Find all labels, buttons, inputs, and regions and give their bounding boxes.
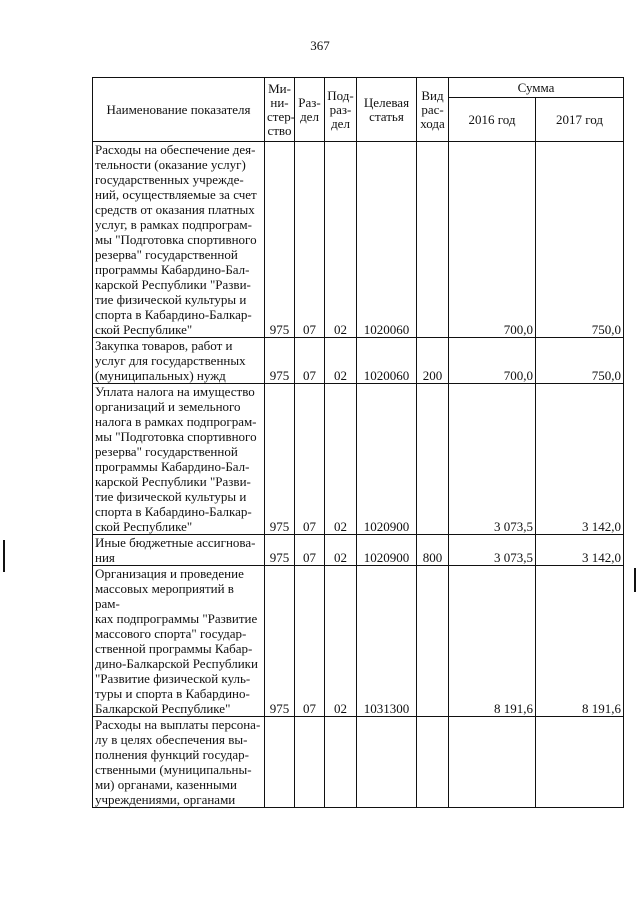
indicator-name-line: тие физической культуры и	[95, 292, 247, 307]
indicator-name-line: программы Кабардино-Бал-	[95, 459, 250, 474]
cell-section: 07	[295, 535, 325, 566]
cell-amount-2016: 700,0	[449, 338, 536, 384]
indicator-name-line: Организация и проведение	[95, 566, 244, 581]
indicator-name-line: тие физической культуры и	[95, 489, 247, 504]
cell-amount-2016	[449, 717, 536, 808]
indicator-name-line: ской Республике"	[95, 519, 193, 534]
indicator-name-line: спорта в Кабардино-Балкар-	[95, 504, 252, 519]
indicator-name-line: спорта в Кабардино-Балкар-	[95, 307, 252, 322]
indicator-name-line: услуг, в рамках подпрограм-	[95, 217, 252, 232]
cell-subsection: 02	[325, 566, 357, 717]
indicator-name-line: карской Республики "Разви-	[95, 474, 251, 489]
cell-ministry: 975	[265, 338, 295, 384]
indicator-name-line: ской Республике"	[95, 322, 193, 337]
indicator-name-line: Балкарской Республике"	[95, 701, 231, 716]
header-year-2017: 2017 год	[536, 98, 624, 142]
table-row	[93, 384, 624, 535]
indicator-name-line: средств от оказания платных	[95, 202, 255, 217]
cell-expense-type	[417, 717, 449, 808]
indicator-name-line: государственных учрежде-	[95, 172, 244, 187]
indicator-name-line: тельности (оказание услуг)	[95, 157, 246, 172]
cell-target: 1020900	[357, 535, 417, 566]
header-section: Раз- дел	[295, 78, 325, 142]
header-year-2016: 2016 год	[449, 98, 536, 142]
indicator-name-line: Закупка товаров, работ и	[95, 338, 233, 353]
header-sum: Сумма	[449, 78, 624, 98]
indicator-name-line: "Развитие физической куль-	[95, 671, 251, 686]
cell-amount-2017: 750,0	[536, 142, 624, 338]
indicator-name-line: массовых мероприятий в рам-	[95, 581, 234, 611]
cell-expense-type	[417, 142, 449, 338]
table-row	[93, 566, 624, 717]
cell-subsection: 02	[325, 535, 357, 566]
header-ministry: Ми- ни- стер- ство	[265, 78, 295, 142]
indicator-name-line: Расходы на выплаты персона-	[95, 717, 261, 732]
cell-amount-2017: 3 142,0	[536, 535, 624, 566]
indicator-name-line: мы "Подготовка спортивного	[95, 429, 257, 444]
right-margin-mark	[634, 568, 636, 592]
cell-amount-2017	[536, 717, 624, 808]
indicator-name-line: Иные бюджетные ассигнова-	[95, 535, 256, 550]
cell-section	[295, 717, 325, 808]
cell-subsection: 02	[325, 384, 357, 535]
table-row	[93, 338, 624, 384]
cell-ministry: 975	[265, 142, 295, 338]
cell-indicator-name	[93, 717, 265, 808]
cell-ministry: 975	[265, 566, 295, 717]
indicator-name-line: массового спорта" государ-	[95, 626, 247, 641]
indicator-name-line: Расходы на обеспечение дея-	[95, 142, 256, 157]
indicator-name-line: ственными (муниципальны-	[95, 762, 252, 777]
cell-subsection	[325, 717, 357, 808]
indicator-name-line: туры и спорта в Кабардино-	[95, 686, 250, 701]
header-name: Наименование показателя	[93, 78, 265, 142]
cell-expense-type: 200	[417, 338, 449, 384]
cell-ministry	[265, 717, 295, 808]
indicator-name-line: ках подпрограммы "Развитие	[95, 611, 258, 626]
indicator-name-line: налога в рамках подпрограм-	[95, 414, 257, 429]
cell-expense-type	[417, 566, 449, 717]
cell-expense-type: 800	[417, 535, 449, 566]
header-target: Целевая статья	[357, 78, 417, 142]
cell-target: 1031300	[357, 566, 417, 717]
cell-amount-2016: 3 073,5	[449, 384, 536, 535]
cell-amount-2017: 3 142,0	[536, 384, 624, 535]
cell-amount-2016: 3 073,5	[449, 535, 536, 566]
indicator-name-line: резерва" государственной	[95, 444, 238, 459]
indicator-name-line: полнения функций государ-	[95, 747, 249, 762]
table-row	[93, 142, 624, 338]
cell-indicator-name	[93, 384, 265, 535]
indicator-name-line: услуг для государственных	[95, 353, 246, 368]
cell-indicator-name	[93, 338, 265, 384]
cell-subsection: 02	[325, 142, 357, 338]
indicator-name-line: ний, осуществляемые за счет	[95, 187, 257, 202]
cell-subsection: 02	[325, 338, 357, 384]
budget-table	[92, 77, 624, 808]
cell-target	[357, 717, 417, 808]
cell-amount-2016: 8 191,6	[449, 566, 536, 717]
cell-ministry: 975	[265, 384, 295, 535]
indicator-name-line: Уплата налога на имущество	[95, 384, 255, 399]
indicator-name-line: резерва" государственной	[95, 247, 238, 262]
indicator-name-line: лу в целях обеспечения вы-	[95, 732, 248, 747]
cell-section: 07	[295, 566, 325, 717]
indicator-name-line: организаций и земельного	[95, 399, 241, 414]
indicator-name-line: карской Республики "Разви-	[95, 277, 251, 292]
indicator-name-line: (муниципальных) нужд	[95, 368, 226, 383]
indicator-name-line: дино-Балкарской Республики	[95, 656, 258, 671]
cell-ministry: 975	[265, 535, 295, 566]
cell-target: 1020900	[357, 384, 417, 535]
indicator-name-line: программы Кабардино-Бал-	[95, 262, 250, 277]
cell-amount-2017: 8 191,6	[536, 566, 624, 717]
indicator-name-line: ми) органами, казенными	[95, 777, 237, 792]
cell-amount-2016: 700,0	[449, 142, 536, 338]
cell-indicator-name	[93, 566, 265, 717]
indicator-name-line: учреждениями, органами	[95, 792, 236, 807]
cell-indicator-name	[93, 142, 265, 338]
left-margin-mark	[3, 540, 5, 572]
cell-target: 1020060	[357, 142, 417, 338]
table-row	[93, 535, 624, 566]
cell-section: 07	[295, 338, 325, 384]
indicator-name-line: ственной программы Кабар-	[95, 641, 253, 656]
cell-section: 07	[295, 384, 325, 535]
page-number: 367	[310, 38, 330, 53]
header-expense-type: Вид рас- хода	[417, 78, 449, 142]
indicator-name-line: мы "Подготовка спортивного	[95, 232, 257, 247]
cell-target: 1020060	[357, 338, 417, 384]
cell-amount-2017: 750,0	[536, 338, 624, 384]
header-subsection: Под- раз- дел	[325, 78, 357, 142]
table-row	[93, 717, 624, 808]
cell-indicator-name	[93, 535, 265, 566]
cell-expense-type	[417, 384, 449, 535]
cell-section: 07	[295, 142, 325, 338]
indicator-name-line: ния	[95, 550, 115, 565]
